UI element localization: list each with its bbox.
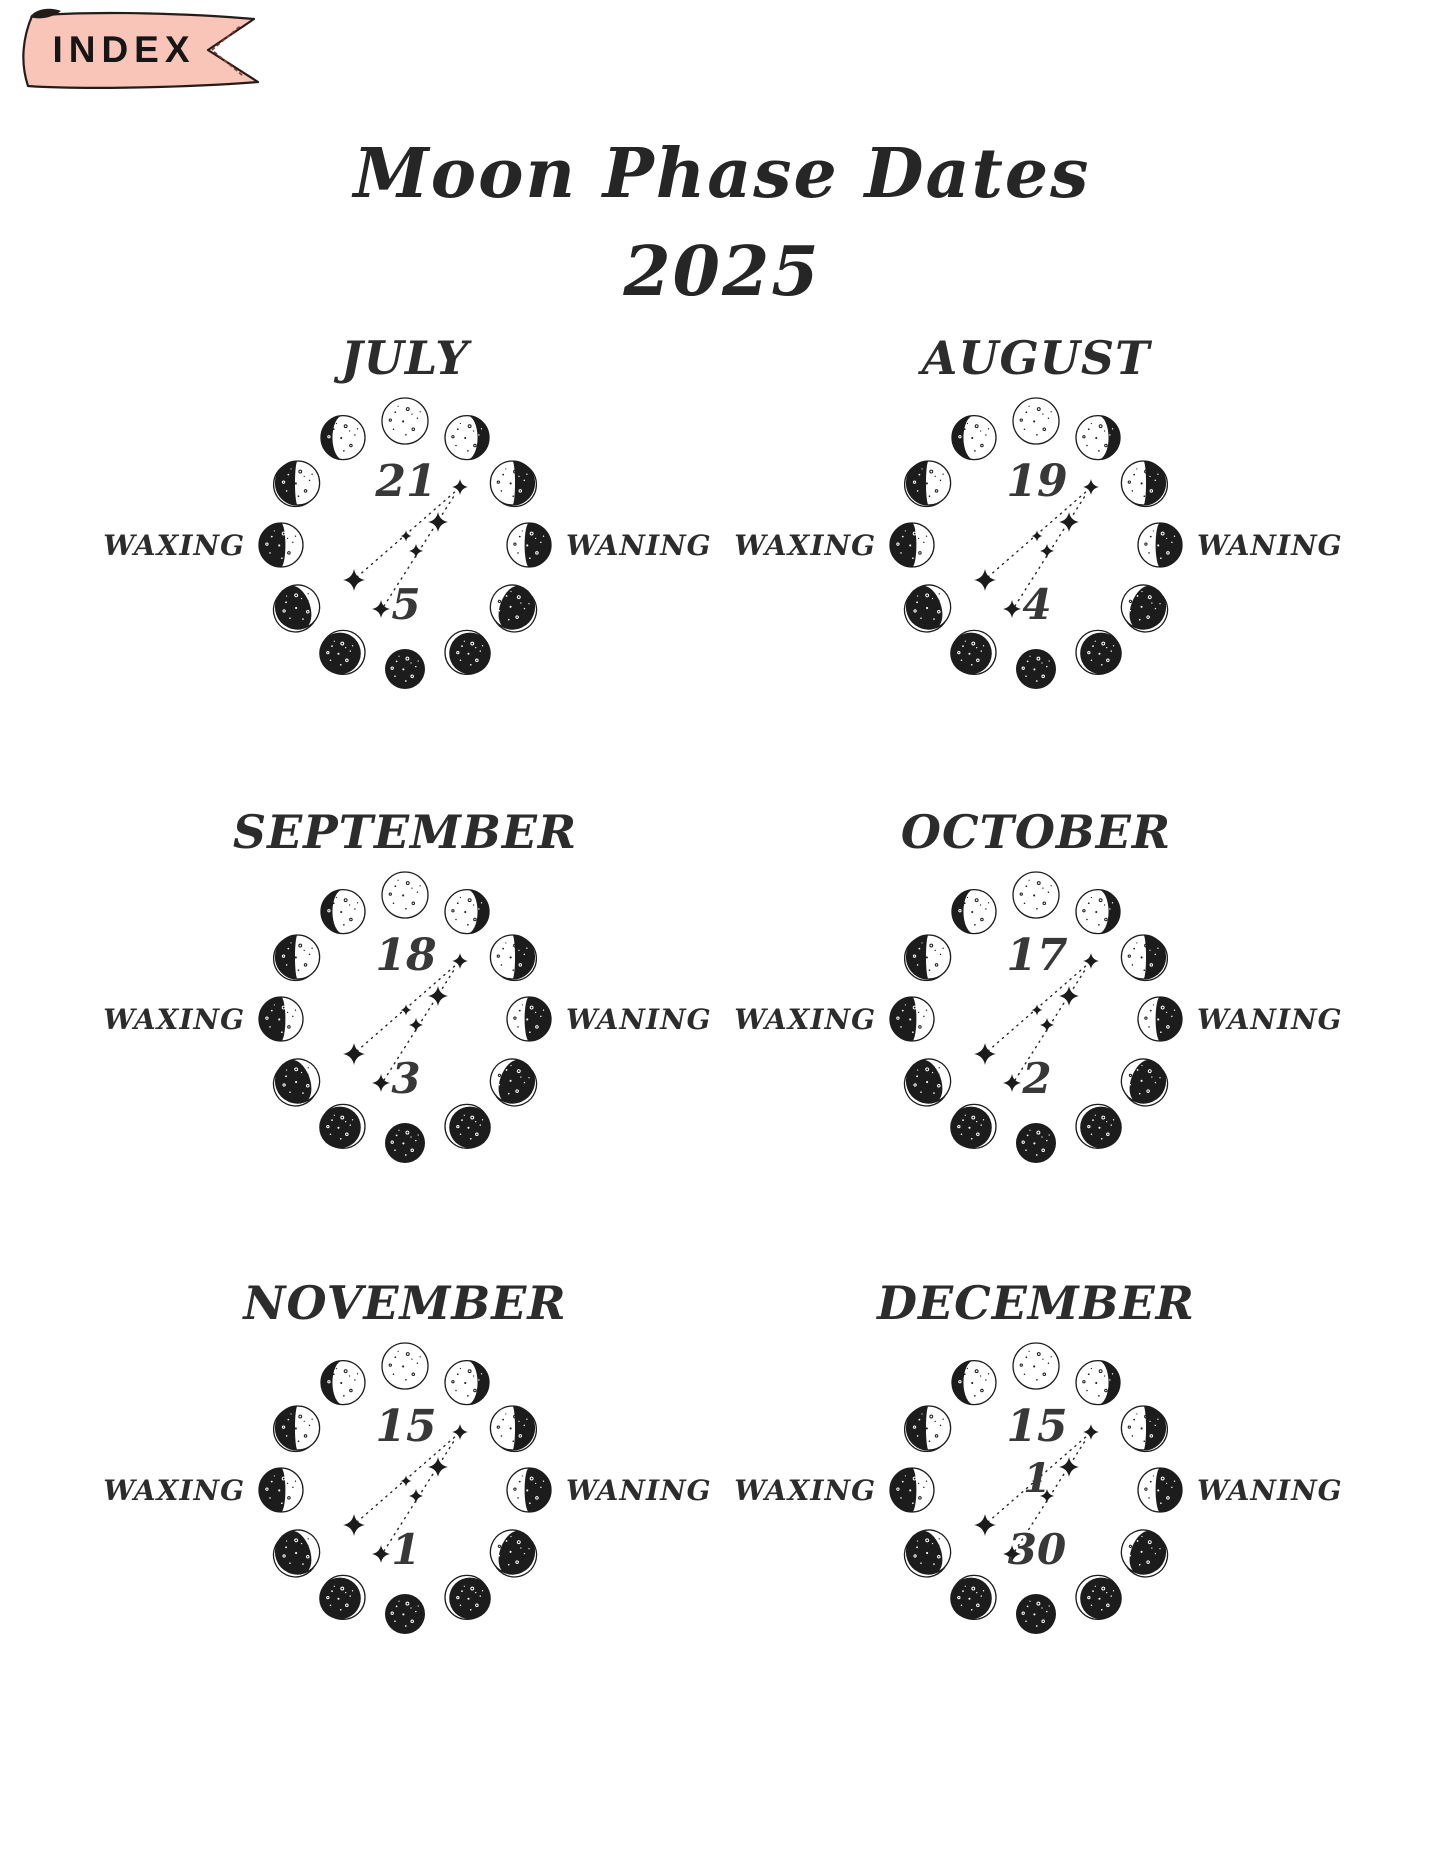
sparkle-star-icon (1040, 544, 1054, 558)
moon-phase-waxing-gibbous-icon (952, 416, 996, 460)
sparkle-star-icon (428, 986, 448, 1006)
sparkle-star-icon (1059, 512, 1079, 532)
new-moon-date: 1 (391, 1525, 421, 1574)
moon-phase-waxing-crescent-icon (898, 1524, 958, 1583)
moon-phase-waning-crescent-icon (1115, 1053, 1175, 1112)
moon-phase-waxing-crescent-icon (319, 1104, 365, 1148)
moon-phase-full-moon-icon (382, 872, 428, 918)
moon-phase-waning-gibbous-icon (445, 1361, 489, 1405)
moon-phase-waning-gibbous-icon (1076, 416, 1120, 460)
sparkle-star-icon (409, 1018, 423, 1032)
moon-phase-full-moon-icon (1013, 398, 1059, 444)
moon-phase-last-quarter-icon (507, 523, 551, 567)
moon-phase-waxing-crescent-icon (950, 1104, 996, 1148)
month-title: DECEMBER (877, 1276, 1195, 1330)
moon-phase-waxing-crescent-icon (319, 1575, 365, 1619)
moon-phase-new-moon-icon (385, 1594, 425, 1634)
waning-label: WANING (566, 1474, 712, 1507)
moon-phase-waxing-crescent-icon (267, 579, 327, 638)
moon-phase-waning-crescent-icon (445, 1575, 491, 1619)
month-title: NOVEMBER (243, 1276, 567, 1330)
moon-phase-waning-crescent-icon (1076, 1575, 1122, 1619)
sparkle-star-icon (401, 531, 412, 542)
moon-phase-waxing-gibbous-icon (274, 935, 320, 981)
moon-phase-full-moon-icon (1013, 872, 1059, 918)
moon-phase-first-quarter-icon (259, 523, 303, 567)
sparkle-star-icon (372, 600, 390, 618)
moon-phase-first-quarter-icon (890, 997, 934, 1041)
month-panel-july (65, 300, 745, 725)
moon-phase-first-quarter-icon (259, 997, 303, 1041)
moon-phase-waning-gibbous-icon (1076, 1361, 1120, 1405)
page-title: Moon Phase Dates (353, 134, 1091, 214)
month-title: OCTOBER (900, 805, 1172, 859)
moon-phase-last-quarter-icon (1138, 523, 1182, 567)
waning-label: WANING (566, 1003, 712, 1036)
month-panel-october (696, 774, 1376, 1199)
index-ribbon[interactable] (6, 5, 268, 91)
sparkle-star-icon (1032, 531, 1043, 542)
waning-label: WANING (566, 529, 712, 562)
month-title: JULY (340, 331, 470, 385)
moon-phase-full-moon-icon (1013, 1343, 1059, 1389)
new-moon-date: 5 (391, 580, 421, 629)
moon-phase-waning-gibbous-icon (445, 890, 489, 934)
month-title: SEPTEMBER (232, 805, 578, 859)
month-title: AUGUST (921, 331, 1151, 385)
full-moon-date: 15 (1006, 1401, 1068, 1452)
sparkle-star-icon (428, 512, 448, 532)
moon-phase-full-moon-icon (382, 1343, 428, 1389)
moon-phase-waning-crescent-icon (445, 1104, 491, 1148)
moon-phase-waning-crescent-icon (484, 1524, 544, 1583)
moon-phase-waning-gibbous-icon (1121, 935, 1167, 981)
moon-phase-waxing-gibbous-icon (905, 1406, 951, 1452)
moon-phase-waxing-gibbous-icon (274, 461, 320, 507)
waxing-label: WAXING (103, 529, 245, 562)
waning-label: WANING (1197, 529, 1343, 562)
moon-phase-waning-gibbous-icon (1076, 890, 1120, 934)
moon-phase-waning-crescent-icon (1115, 1524, 1175, 1583)
index-label: INDEX (52, 29, 196, 70)
sparkle-star-icon (1032, 1005, 1043, 1016)
moon-phase-waning-gibbous-icon (1121, 1406, 1167, 1452)
page-year: 2025 (623, 232, 821, 312)
moon-phase-last-quarter-icon (1138, 1468, 1182, 1512)
waning-label: WANING (1197, 1003, 1343, 1036)
moon-phase-waxing-gibbous-icon (952, 890, 996, 934)
full-moon-date: 17 (1006, 930, 1068, 981)
moon-phase-waxing-crescent-icon (267, 1053, 327, 1112)
moon-phase-waning-gibbous-icon (490, 1406, 536, 1452)
full-moon-date: 18 (375, 930, 437, 981)
full-moon-date: 19 (1006, 456, 1068, 507)
moon-phase-new-moon-icon (1016, 1123, 1056, 1163)
sparkle-star-icon (401, 1476, 412, 1487)
waxing-label: WAXING (734, 1003, 876, 1036)
month-panel-december (696, 1245, 1376, 1670)
moon-phase-waning-gibbous-icon (445, 416, 489, 460)
moon-phase-waning-gibbous-icon (490, 461, 536, 507)
moon-phase-waxing-crescent-icon (950, 1575, 996, 1619)
new-moon-date: 3 (391, 1054, 421, 1103)
moon-phase-waxing-gibbous-icon (905, 461, 951, 507)
new-moon-date: 30 (1007, 1525, 1067, 1574)
sparkle-star-icon (409, 544, 423, 558)
moon-phase-waning-crescent-icon (1076, 1104, 1122, 1148)
full-moon-date: 15 (375, 1401, 437, 1452)
full-moon-date: 21 (375, 456, 437, 507)
moon-phase-waxing-crescent-icon (898, 579, 958, 638)
waxing-label: WAXING (103, 1003, 245, 1036)
moon-phase-waning-crescent-icon (1115, 579, 1175, 638)
moon-phase-last-quarter-icon (1138, 997, 1182, 1041)
month-panel-september (65, 774, 745, 1199)
sparkle-star-icon (372, 1074, 390, 1092)
moon-phase-waning-crescent-icon (484, 1053, 544, 1112)
middle-date: 1 (1023, 1455, 1051, 1502)
moon-phase-new-moon-icon (1016, 1594, 1056, 1634)
new-moon-date: 2 (1022, 1054, 1052, 1103)
moon-phase-waxing-crescent-icon (319, 630, 365, 674)
moon-phase-waxing-gibbous-icon (321, 1361, 365, 1405)
moon-phase-waxing-crescent-icon (267, 1524, 327, 1583)
month-panel-august (696, 300, 1376, 725)
moon-phase-full-moon-icon (382, 398, 428, 444)
moon-phase-waxing-gibbous-icon (321, 890, 365, 934)
waning-label: WANING (1197, 1474, 1343, 1507)
moon-phase-waning-gibbous-icon (1121, 461, 1167, 507)
moon-phase-new-moon-icon (1016, 649, 1056, 689)
moon-phase-last-quarter-icon (507, 1468, 551, 1512)
waxing-label: WAXING (734, 1474, 876, 1507)
moon-phase-waxing-crescent-icon (898, 1053, 958, 1112)
moon-phase-waning-crescent-icon (1076, 630, 1122, 674)
moon-phase-waxing-gibbous-icon (274, 1406, 320, 1452)
sparkle-star-icon (1040, 1018, 1054, 1032)
sparkle-star-icon (1059, 986, 1079, 1006)
moon-phase-waning-crescent-icon (484, 579, 544, 638)
moon-phase-new-moon-icon (385, 1123, 425, 1163)
moon-phase-new-moon-icon (385, 649, 425, 689)
moon-phase-waning-crescent-icon (445, 630, 491, 674)
new-moon-date: 4 (1022, 580, 1052, 629)
sparkle-star-icon (401, 1005, 412, 1016)
waxing-label: WAXING (734, 529, 876, 562)
sparkle-star-icon (428, 1457, 448, 1477)
waxing-label: WAXING (103, 1474, 245, 1507)
month-panel-november (65, 1245, 745, 1670)
moon-phase-waxing-gibbous-icon (952, 1361, 996, 1405)
sparkle-star-icon (372, 1545, 390, 1563)
moon-phase-first-quarter-icon (890, 1468, 934, 1512)
sparkle-star-icon (1003, 1074, 1021, 1092)
sparkle-star-icon (1003, 600, 1021, 618)
moon-phase-waxing-gibbous-icon (321, 416, 365, 460)
moon-phase-waxing-crescent-icon (950, 630, 996, 674)
moon-phase-waxing-gibbous-icon (905, 935, 951, 981)
moon-phase-first-quarter-icon (890, 523, 934, 567)
sparkle-star-icon (1059, 1457, 1079, 1477)
moon-phase-first-quarter-icon (259, 1468, 303, 1512)
moon-phase-waning-gibbous-icon (490, 935, 536, 981)
moon-phase-last-quarter-icon (507, 997, 551, 1041)
sparkle-star-icon (409, 1489, 423, 1503)
